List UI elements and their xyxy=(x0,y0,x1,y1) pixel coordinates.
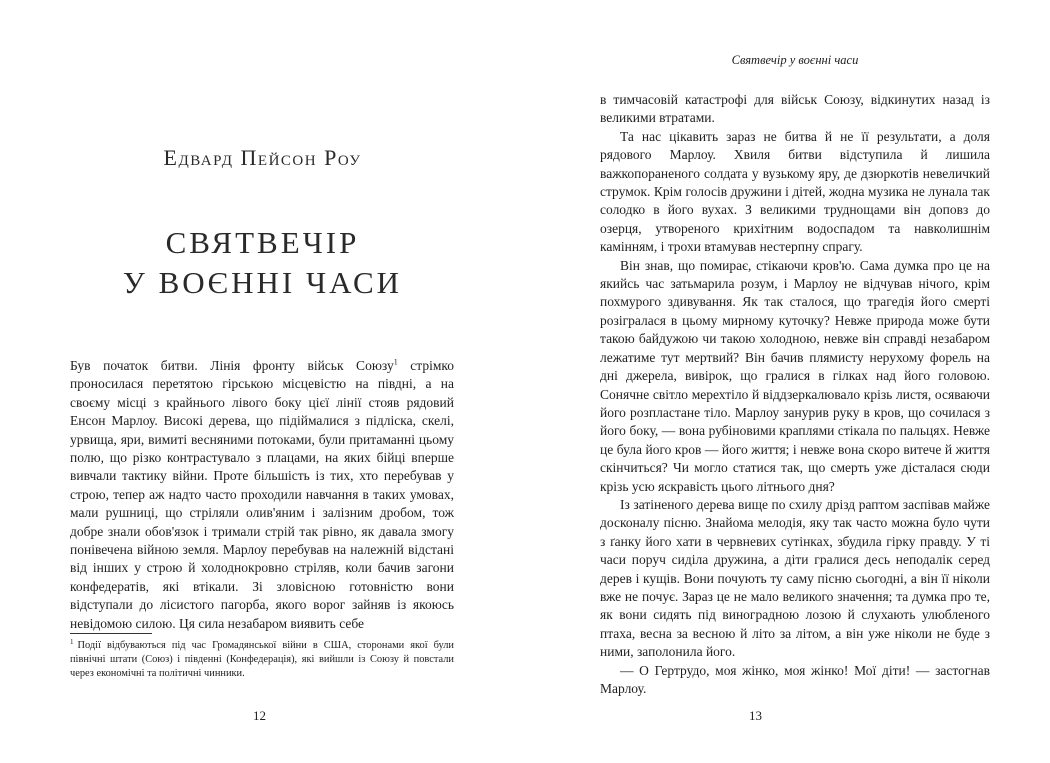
right-page xyxy=(525,0,1050,763)
story-title xyxy=(70,223,455,303)
footnote-divider xyxy=(70,633,152,634)
left-paragraph xyxy=(70,357,454,633)
footnote xyxy=(70,639,454,680)
right-body-text xyxy=(600,91,990,698)
running-head: Святвечір у воєнні часи xyxy=(731,53,859,67)
author-name: Едвард Пейсон Роу xyxy=(163,145,362,170)
story-title-line-1: СВЯТВЕЧІР xyxy=(165,225,360,260)
footnote-mark: 1 xyxy=(70,637,74,646)
paragraph: Він знав, що помирає, стікаючи кров'ю. Сама думка про це на якийсь час затьмарила розум, і Марлоу не відчував нічого, крім похмурого здивування. Як так сталося, що трагедія його смерті розігралася в цьому мирному куточку? Невже природа може бути такою байдужою чи такою холодною, невже він справді незабаром лежатиме тут мертвий? Він бачив плямисту нерухому форель на дні джерела, вивірок, що гралися в гілках над його головою. Сонячне світло мерехтіло й віддзеркалювало крізь листя, осяваючи його розпластане тіло. Марлоу занурив руку в кров, що сочилася з його боку, — вона рубіновими краплями стікала по пальцях. Невже це була його кров — його життя; і невже вона скоро витече й життя скінчиться? Чи могло статися так, що смерть уже дісталася сюди крізь усю яскравість цього літнього дня? xyxy=(600,257,990,494)
left-body-text xyxy=(70,357,454,633)
paragraph: Та нас цікавить зараз не битва й не її результати, а доля рядового Марлоу. Хвиля битви відступила й лишила важкопораненого солдата у вузькому яру, де дзюркотів невеличкий струмок. Крім голосів дружини і дітей, жодна музика не лунала так солодко в його вухах. З великими труднощами він доповз до озерця, утвореного крихітним водоспадом та навколишнім камінням, і трохи втамував нестерпну спрагу. xyxy=(600,128,990,255)
footnote-reference[interactable]: 1 xyxy=(393,357,398,367)
footnote-text: Події відбуваються під час Громадянської війни в США, сторонами якої були північні штати (Союз) і південні (Конфедерація), які вийшли із Союзу й повстали через економічні та політичні чинники. xyxy=(70,640,454,679)
paragraph: Із затіненого дерева вище по схилу дрізд раптом заспівав майже досконалу пісню. Знайома мелодія, яку так часто можна було чути з ґанку його хати в червневих сутінках, збудила гірку правду. У ті часи поруч сиділа дружина, а діти гралися десь неподалік серед дерев і кущів. Вони почують ту саму пісню сьогодні, а він її ніколи вже не почує. Зараз це не мало великого значення; та думка про те, як вони сидять під виноградною лозою й слухають улюбленого птаха, весна за весною й літо за літом, а він уже ніколи не буде з ними, заполонила його. xyxy=(600,496,990,660)
paragraph-continued: в тимчасовій катастрофі для військ Союзу, відкинутих назад із великими втратами. xyxy=(600,92,990,126)
left-paragraph-start: Був початок битви. Лінія фронту військ Союзу xyxy=(70,358,394,373)
left-paragraph-rest: стрімко проносилася перетятою гірською місцевістю на півдні, а на своєму місці з крайнього лівого боку цієї лінії стояв рядовий Енсон Марлоу. Високі дерева, що підіймалися з підліска, скелі, урвища, яри, вимиті весняними потоками, були притаманні цьому полю, що різко контрастувало з плацами, на яких бійці вперше вивчали тактику війни. Проте більшість із тих, хто перебував у строю, тепер аж надто часто проходили навчання в таких умовах, мали рушниці, що стріляли олив'яним і залізним дробом, тож добре знали обов'язок і тримали стрій так рівно, як давала змогу понівечена війною земля. Марлоу перебував на належній відстані від інших у строю й холоднокровно стріляв, коли бачив загони конфедератів, які втікали. Зі зловісною готовністю вони відступали до лісистого пагорба, якого ворог зайняв із якоюсь невідомою силою. Ця сила незабаром виявить себе xyxy=(70,358,454,631)
page-number-right: 13 xyxy=(749,708,762,723)
story-title-line-2: У ВОЄННІ ЧАСИ xyxy=(122,265,403,300)
paragraph-dialogue: — О Гертрудо, моя жінко, моя жінко! Мої діти! — застогнав Марлоу. xyxy=(600,662,990,696)
page-number-left: 12 xyxy=(253,708,266,723)
